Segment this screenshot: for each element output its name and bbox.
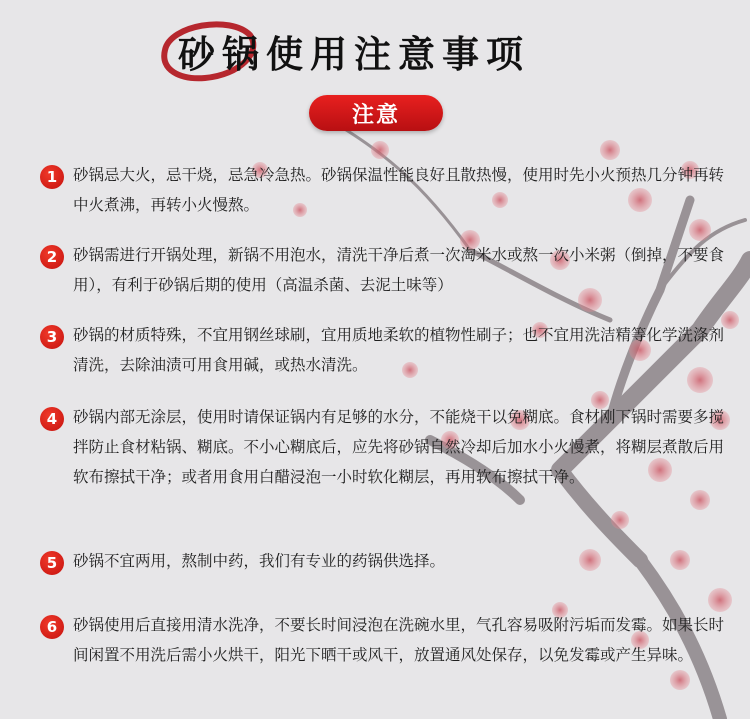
- item-number-badge: 1: [40, 165, 64, 189]
- notice-badge: 注意: [309, 95, 443, 131]
- item-number-badge: 5: [40, 551, 64, 575]
- item-number-badge: 6: [40, 615, 64, 639]
- item-number-badge: 3: [40, 325, 64, 349]
- header: [0, 20, 750, 80]
- item-text: 砂锅需进行开锅处理，新锅不用泡水，清洗干净后煮一次淘米水或熬一次小米粥（倒掉，不要食用），有利于砂锅后期的使用（高温杀菌、去泥土味等）: [73, 246, 725, 294]
- item-number-badge: 2: [40, 245, 64, 269]
- item-text: 砂锅不宜两用，熬制中药，我们有专业的药锅供选择。: [73, 552, 446, 570]
- item-text: 砂锅内部无涂层，使用时请保证锅内有足够的水分，不能烧干以免糊底。食材刚下锅时需要多搅拌防止食材粘锅、糊底。不小心糊底后，应先将砂锅自然冷却后加水小火慢煮，将糊层煮散后用软布擦拭干净；或者用食用白醋浸泡一小时软化糊层，再用软布擦拭干净。: [73, 408, 725, 486]
- item-text: 砂锅使用后直接用清水洗净，不要长时间浸泡在洗碗水里，气孔容易吸附污垢而发霉。如果长时间闲置不用洗后需小火烘干，阳光下晒干或风干，放置通风处保存，以免发霉或产生异味。: [73, 616, 725, 664]
- page-title: 砂锅使用注意事项: [178, 32, 530, 76]
- item-text: 砂锅的材质特殊，不宜用钢丝球刷，宜用质地柔软的植物性刷子；也不宜用洗洁精等化学洗涤剂清洗，去除油渍可用食用碱，或热水清洗。: [73, 326, 725, 374]
- item-number-badge: 4: [40, 407, 64, 431]
- item-text: 砂锅忌大火，忌干烧，忌急冷急热。砂锅保温性能良好且散热慢，使用时先小火预热几分钟再转中火煮沸，再转小火慢熬。: [73, 166, 725, 214]
